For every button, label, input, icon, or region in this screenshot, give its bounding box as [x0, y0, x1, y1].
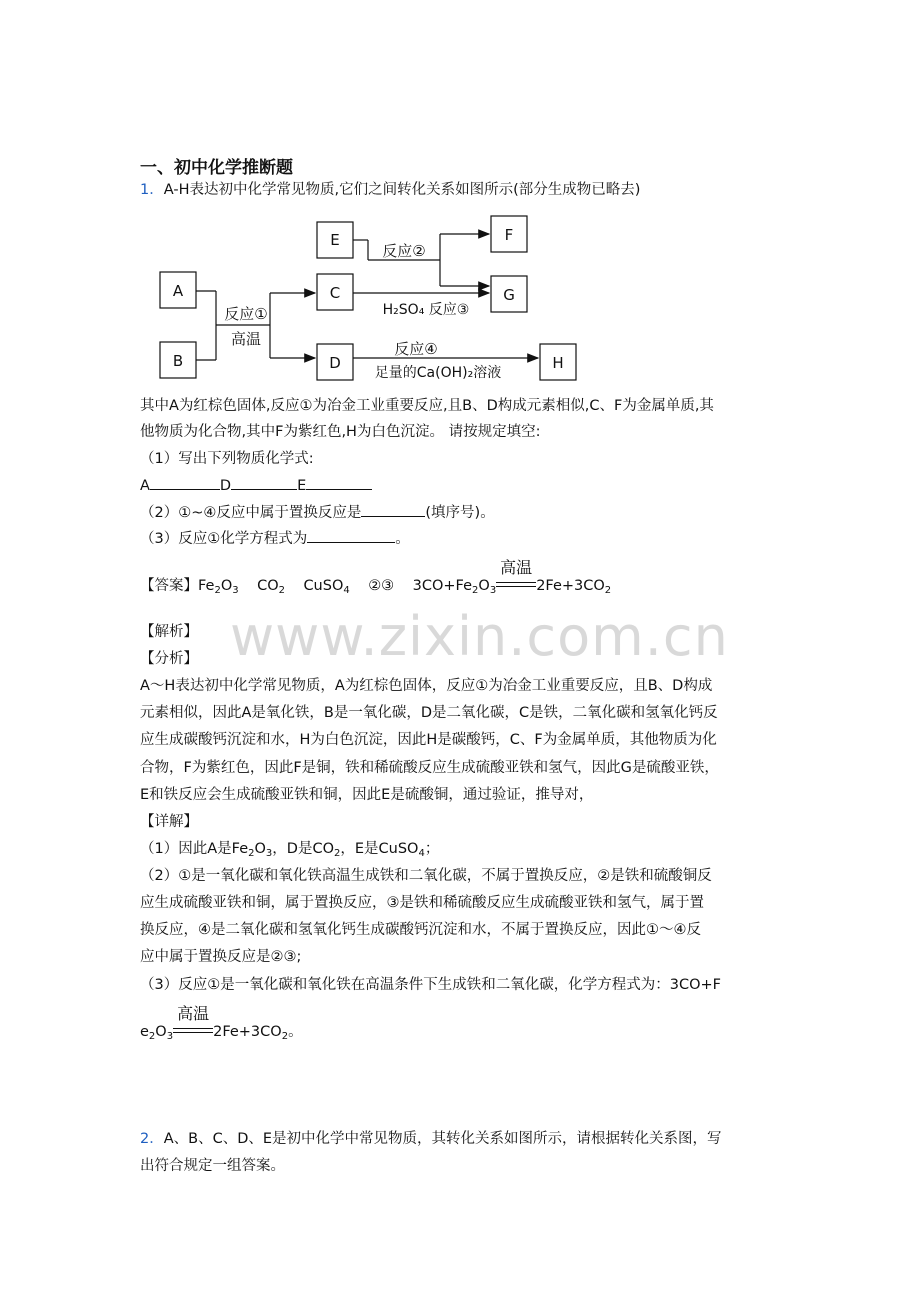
- blank-a[interactable]: [150, 475, 220, 490]
- blank-equation[interactable]: [307, 528, 395, 543]
- question-number: 1: [140, 182, 150, 198]
- analysis-line: E和铁反应会生成硫酸亚铁和铜，因此E是硫酸铜，通过验证，推导对，: [140, 787, 594, 803]
- box-a-label: A: [172, 282, 184, 300]
- blank-a-label: A: [140, 478, 150, 494]
- jiexi-label: 【解析】: [140, 624, 198, 640]
- sub-question-1-blanks: [140, 475, 372, 496]
- box-e-label: E: [330, 231, 340, 249]
- box-d-label: D: [329, 354, 341, 372]
- question-separator: ．: [149, 1131, 164, 1147]
- analysis-line: 应生成碳酸钙沉淀和水，H为白色沉淀，因此H是碳酸钙，C、F为金属单质，其他物质为化: [140, 732, 717, 748]
- equation-arrow: 高温: [496, 576, 536, 596]
- description-line-1: 其中A为红棕色固体,反应①为冶金工业重要反应,且B、D构成元素相似,C、F为金属单质,其: [140, 398, 714, 414]
- analysis-line: 合物，F为紫红色，因此F是铜，铁和稀硫酸反应生成硫酸亚铁和氢气，因此G是硫酸亚铁，: [140, 760, 719, 776]
- box-g-label: G: [503, 286, 515, 304]
- question-separator: ．: [149, 182, 164, 198]
- reaction-diagram: [150, 210, 590, 385]
- blank-substitution[interactable]: [361, 502, 425, 517]
- blank-d-label: D: [219, 478, 232, 494]
- reaction-4-condition: 足量的Ca(OH)₂溶液: [374, 365, 502, 381]
- box-f-label: F: [504, 226, 514, 244]
- watermark: www.zixin.com.cn: [230, 605, 729, 668]
- sub-question-1: （1）写出下列物质化学式:: [140, 451, 314, 467]
- reaction-2-label: 反应②: [382, 242, 426, 260]
- blank-e-label: E: [297, 478, 307, 494]
- box-b-label: B: [172, 352, 184, 370]
- detail-2-line: （2）①是一氧化碳和氧化铁高温生成铁和二氧化碳，不属于置换反应，②是铁和硫酸铜反: [140, 868, 712, 884]
- sub-question-3: （3）反应①化学方程式为 。: [140, 528, 410, 549]
- analysis-line: 元素相似，因此A是氧化铁，B是一氧化碳，D是二氧化碳，C是铁，二氧化碳和氢氧化钙反: [140, 705, 718, 721]
- box-h-label: H: [552, 354, 564, 372]
- detail-2-line: 应中属于置换反应是②③;: [140, 949, 302, 965]
- detail-3-equation: $e_2O_3$ 高温 $2Fe+3CO_2$。: [140, 1004, 303, 1042]
- answer-label: 【答案】: [140, 578, 198, 594]
- detail-2-line: 换反应，④是二氧化碳和氢氧化钙生成碳酸钙沉淀和水，不属于置换反应，因此①～④反: [140, 922, 701, 938]
- xiangjie-label: 【详解】: [140, 814, 198, 830]
- reaction-1-condition: 高温: [230, 330, 262, 348]
- question-number: 2: [140, 1131, 150, 1147]
- question-1-stem: [140, 180, 640, 200]
- answer-line: 【答案】$Fe_2O_3$ $CO_2$ CuSO$_4$ ②③ $3CO+Fe_2O_3$ 高温 $2Fe+3CO_2$: [140, 558, 612, 596]
- detail-3-line: （3）反应①是一氧化碳和氧化铁在高温条件下生成铁和二氧化碳，化学方程式为：3CO+F: [140, 977, 721, 993]
- box-c-label: C: [329, 284, 341, 302]
- blank-e[interactable]: [306, 475, 372, 490]
- fenxi-label: 【分析】: [140, 651, 198, 667]
- question-2-line-2: 出符合规定一组答案。: [140, 1158, 285, 1174]
- detail-1: （1）因此A是$Fe_2O_3$，D是$CO_2$，E是CuSO$_4$；: [140, 841, 440, 859]
- blank-d[interactable]: [231, 475, 297, 490]
- reaction-3-label: H₂SO₄ 反应③: [382, 302, 470, 318]
- reaction-4-label: 反应④: [394, 340, 438, 358]
- analysis-line: A～H表达初中化学常见物质，A为红棕色固体，反应①为冶金工业重要反应，且B、D构成: [140, 678, 713, 694]
- section-heading: 一、初中化学推断题: [140, 158, 293, 178]
- question-text: A-H表达初中化学常见物质,它们之间转化关系如图所示(部分生成物已略去): [163, 182, 641, 198]
- detail-2-line: 应生成硫酸亚铁和铜，属于置换反应，③是铁和稀硫酸反应生成硫酸亚铁和氢气，属于置: [140, 895, 704, 911]
- sub-question-2: （2）①~④反应中属于置换反应是 (填序号)。: [140, 502, 495, 523]
- question-2-line-1: 2．A、B、C、D、E是初中化学中常见物质，其转化关系如图所示，请根据转化关系图，写: [140, 1131, 722, 1147]
- description-line-2: 他物质为化合物,其中F为紫红色,H为白色沉淀。 请按规定填空:: [140, 424, 541, 440]
- reaction-1-label: 反应①: [224, 305, 268, 323]
- equation-arrow: 高温: [173, 1022, 213, 1042]
